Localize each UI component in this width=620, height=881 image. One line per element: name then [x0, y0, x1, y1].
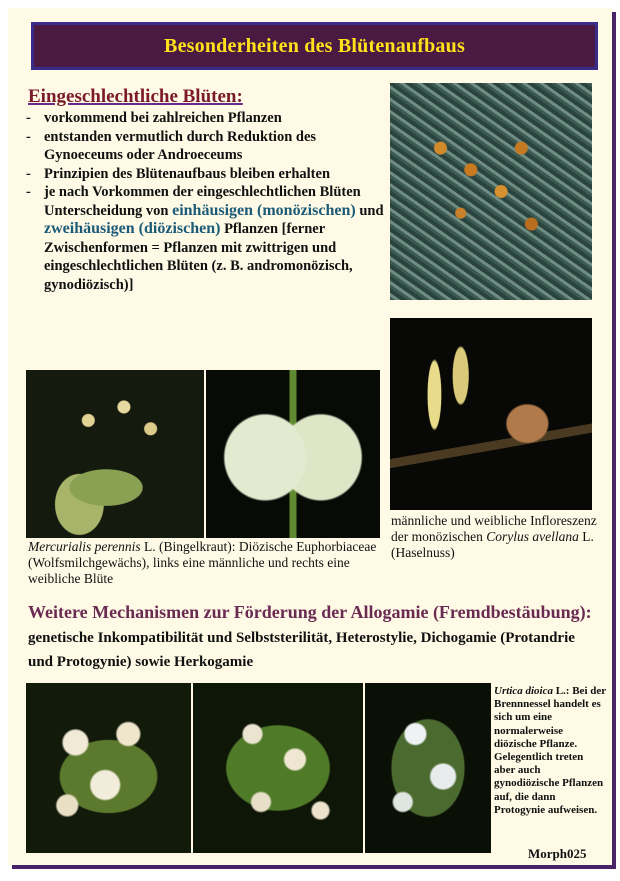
sea-buckthorn-berries-photo: [390, 83, 592, 300]
list-item: - vorkommend bei zahlreichen Pflanzen: [26, 110, 282, 126]
caption-mercurialis: Mercurialis perennis L. (Bingelkraut): Diözische Euphorbiaceae (Wolfsmilchgewächs), links eine männliche und rechts eine weibliche Blüte: [28, 539, 377, 586]
section2-heading: Weitere Mechanismen zur Förderung der Allogamie (Fremdbestäubung): genetische Inkompatibilität und Selbststerilität, Heterostylie, Dichogamie (Protandrie und Protogynie) sowie Herkogamie: [28, 602, 592, 670]
section1-heading: Eingeschlechtliche Blüten:: [28, 86, 243, 107]
poster-page: [8, 8, 612, 865]
list-item: - je nach Vorkommen der eingeschlechtlichen Blüten Unterscheidung von einhäusigen (monözischen) und zweihäusigen (diözischen) Pflanzen [ferner Zwischenformen = Pflanzen mit zwittrigen und eingeschlechtlichen Blüten (z. B. andromonözisch, gynodiözisch)]: [26, 184, 384, 293]
section2-text: genetische Inkompatibilität und Selbststerilität, Heterostylie, Dichogamie (Protandrie und Protogynie) sowie Herkogamie: [28, 630, 575, 670]
caption-corylus: männliche und weibliche Infloreszenz der monözischen Corylus avellana L. (Haselnuss): [391, 513, 597, 560]
mercurialis-male-flower-photo: [26, 370, 204, 538]
list-item: - entstanden vermutlich durch Reduktion des Gynoeceums oder Androeceums: [26, 128, 317, 163]
term-monoecious: einhäusigen (monözischen): [172, 201, 356, 219]
urtica-flower-photo-2: [193, 683, 363, 853]
page-code: Morph025: [528, 846, 587, 861]
urtica-flower-photo-1: [26, 683, 191, 853]
corylus-inflorescence-photo: [390, 318, 592, 510]
section1-bullet-list: [26, 109, 391, 294]
title-banner: [31, 22, 598, 70]
caption-urtica: Urtica dioica L.: Bei der Brennnessel handelt es sich um eine normalerweise diözische Pflanze. Gelegentlich treten aber auch gynodiözische Pflanzen auf, die dann Protogynie aufweisen.: [494, 685, 606, 816]
list-item: - Prinzipien des Blütenaufbaus bleiben erhalten: [26, 165, 331, 182]
term-dioecious: zweihäusigen (diözischen): [44, 220, 221, 237]
mercurialis-female-flower-photo: [206, 370, 380, 538]
page-title: Besonderheiten des Blütenaufbaus: [164, 34, 465, 57]
urtica-flower-photo-3: [365, 683, 491, 853]
